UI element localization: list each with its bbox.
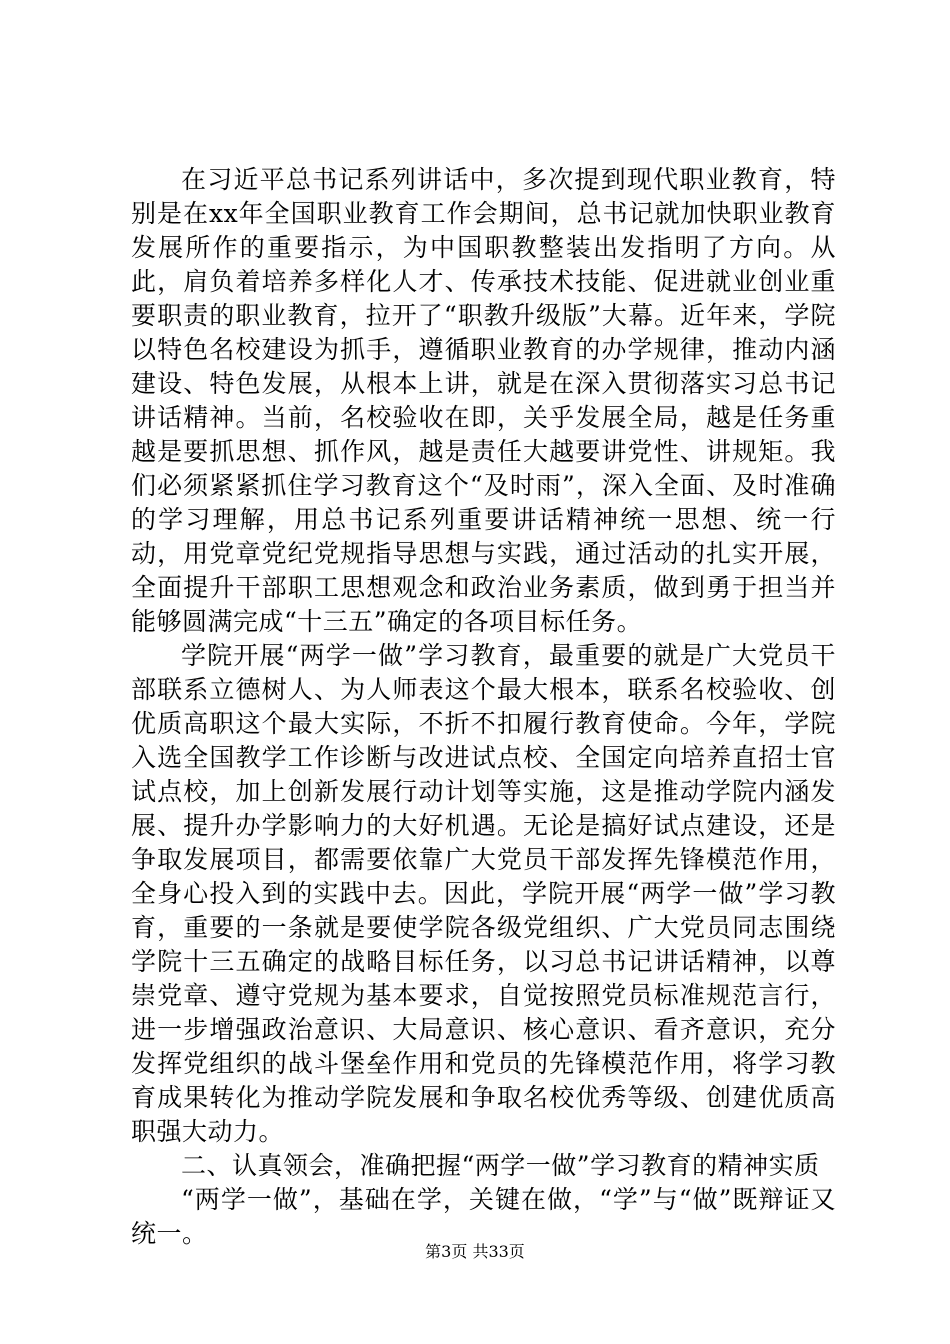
document-body xyxy=(131,163,836,1251)
paragraph-3: “两学一做”，基础在学，关键在做，“学”与“做”既辩证又统一。 xyxy=(131,1185,836,1248)
paragraph-2: 学院开展“两学一做”学习教育，最重要的就是广大党员干部联系立德树人、为人师表这个最大根本，联系名校验收、创优质高职这个最大实际，不折不扣履行教育使命。今年，学院入选全国教学工作诊断与改进试点校、全国定向培养直招士官试点校，加上创新发展行动计划等实施，这是推动学院内涵发展、提升办学影响力的大好机遇。无论是搞好试点建设，还是争取发展项目，都需要依靠广大党员干部发挥先锋模范作用，全身心投入到的实践中去。因此，学院开展“两学一做”学习教育，重要的一条就是要使学院各级党组织、广大党员同志围绕学院十三五确定的战略目标任务，以习总书记讲话精神，以尊崇党章、遵守党规为基本要求，自觉按照党员标准规范言行，进一步增强政治意识、大局意识、核心意识、看齐意识，充分发挥党组织的战斗堡垒作用和党员的先锋模范作用，将学习教育成果转化为推动学院发展和争取名校优秀等级、创建优质高职强大动力。 xyxy=(131,641,836,1146)
paragraph-1: 在习近平总书记系列讲话中，多次提到现代职业教育，特别是在xx年全国职业教育工作会期间，总书记就加快职业教育发展所作的重要指示，为中国职教整装出发指明了方向。从此，肩负着培养多样化人才、传承技术技能、促进就业创业重要职责的职业教育，拉开了“职教升级版”大幕。近年来，学院以特色名校建设为抓手，遵循职业教育的办学规律，推动内涵建设、特色发展，从根本上讲，就是在深入贯彻落实习总书记讲话精神。当前，名校验收在即，关乎发展全局，越是任务重越是要抓思想、抓作风，越是责任大越要讲党性、讲规矩。我们必须紧紧抓住学习教育这个“及时雨”，深入全面、及时准确的学习理解，用总书记系列重要讲话精神统一思想、统一行动，用党章党纪党规指导思想与实践，通过活动的扎实开展，全面提升干部职工思想观念和政治业务素质，做到勇于担当并能够圆满完成“十三五”确定的各项目标任务。 xyxy=(131,165,836,636)
section-heading: 二、认真领会，准确把握“两学一做”学习教育的精神实质 xyxy=(181,1151,820,1180)
page-footer: 第3页 共33页 xyxy=(425,1242,525,1261)
